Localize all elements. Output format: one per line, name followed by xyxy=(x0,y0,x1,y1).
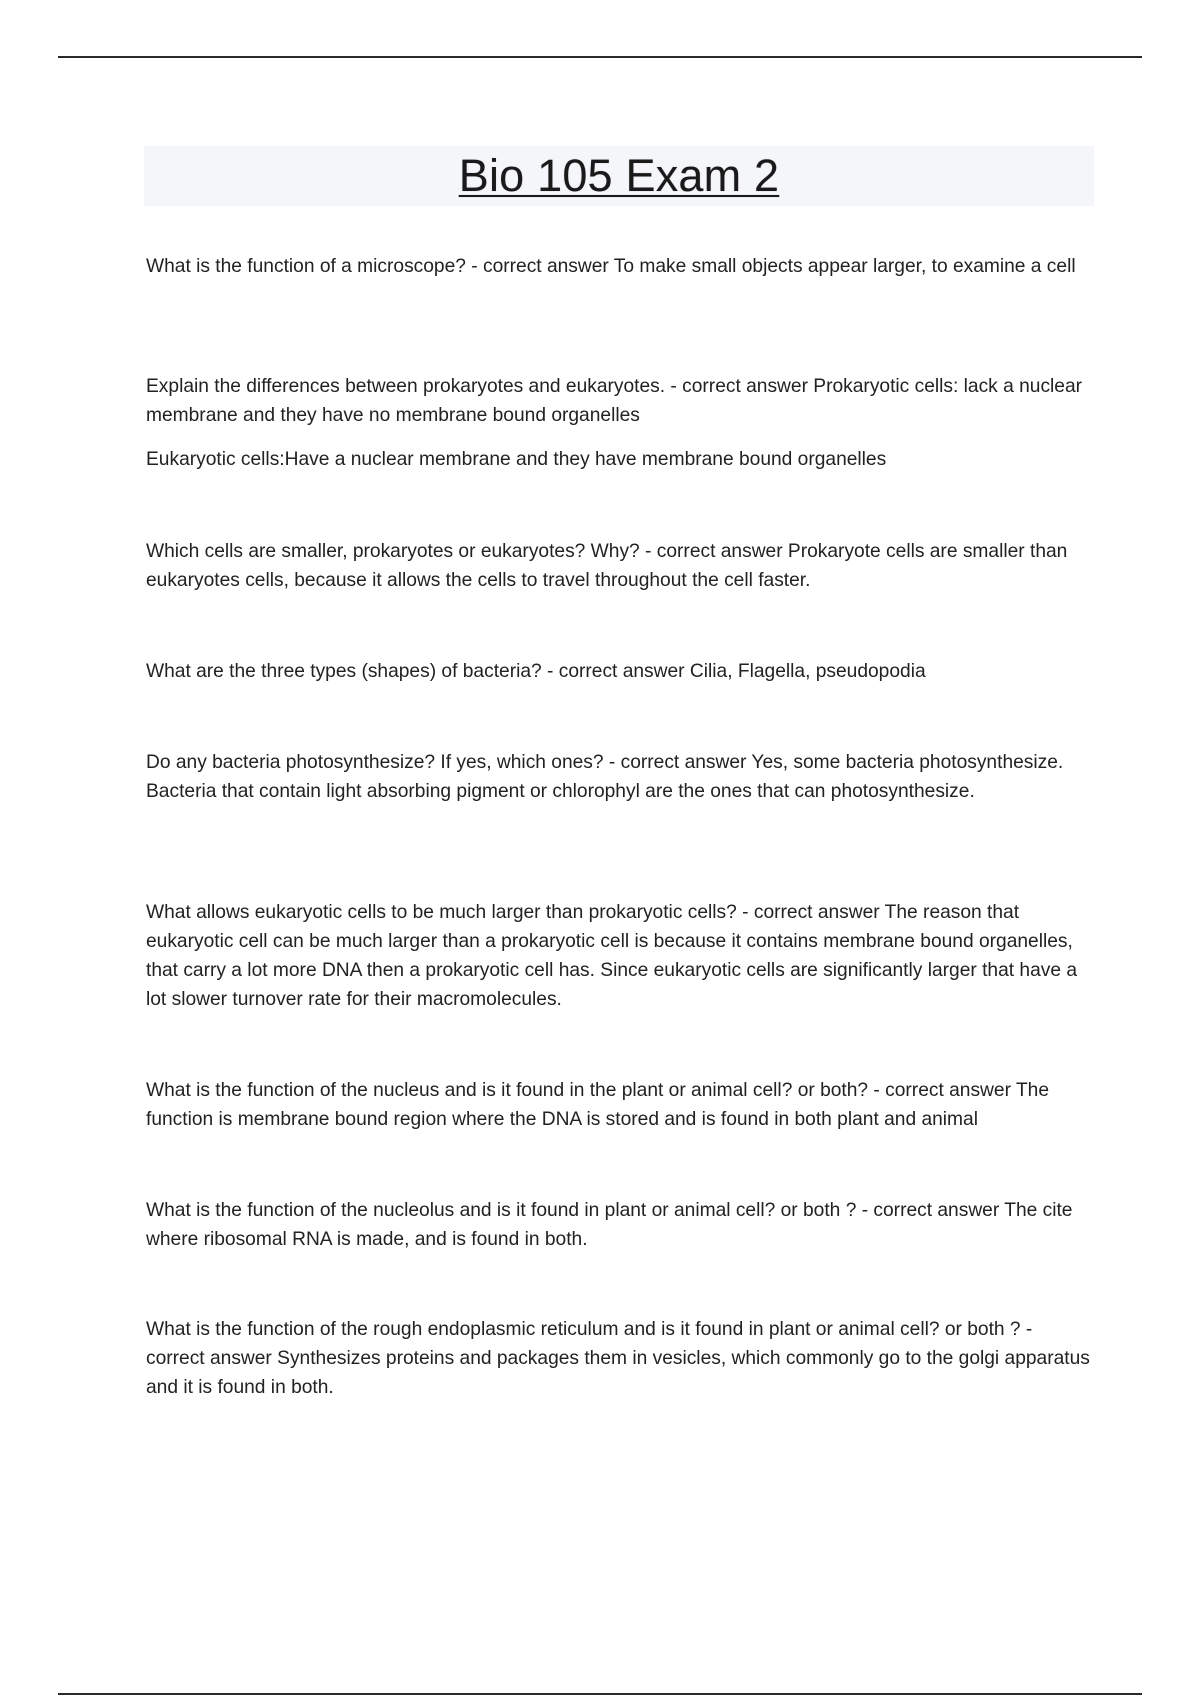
qa-item-nucleus xyxy=(146,1076,1094,1134)
qa-item-bacteria-shapes xyxy=(146,657,1094,686)
qa-text: Explain the differences between prokaryotes and eukaryotes. - correct answer Prokaryotic cells: lack a nuclear membrane and they have no membrane bound organelles xyxy=(146,376,1083,426)
top-divider xyxy=(58,56,1142,58)
qa-text: What are the three types (shapes) of bacteria? - correct answer Cilia, Flagella, pseudopodia xyxy=(146,661,926,682)
qa-item-photosynthesis xyxy=(146,748,1094,806)
qa-text: What is the function of the nucleolus and is it found in plant or animal cell? or both ? - correct answer The cite where ribosomal RNA is made, and is found in both. xyxy=(146,1200,1073,1250)
qa-text: Do any bacteria photosynthesize? If yes, which ones? - correct answer Yes, some bacteria photosynthesize. Bacteria that contain light absorbing pigment or chlorophyl are the ones that can photosynthesize. xyxy=(146,752,1064,802)
qa-text: What allows eukaryotic cells to be much larger than prokaryotic cells? - correct answer The reason that eukaryotic cell can be much larger than a prokaryotic cell is because it contains membrane bound organelles, that carry a lot more DNA then a prokaryotic cell has. Since eukaryotic cells are significantly larger that have a lot slower turnover rate for their macromolecules. xyxy=(146,902,1078,1010)
qa-item-eukaryote-size xyxy=(146,898,1094,1014)
qa-item-microscope xyxy=(146,252,1094,281)
qa-text: What is the function of the rough endoplasmic reticulum and is it found in plant or animal cell? or both ? - correct answer Synthesizes proteins and packages them in vesicles, which commonly go to the golgi apparatus and it is found in both. xyxy=(146,1319,1090,1398)
qa-text: What is the function of the nucleus and is it found in the plant or animal cell? or both? - correct answer The function is membrane bound region where the DNA is stored and is found in both plant and animal xyxy=(146,1080,1050,1130)
qa-text: What is the function of a microscope? - correct answer To make small objects appear larger, to examine a cell xyxy=(146,256,1076,277)
qa-item-rough-er xyxy=(146,1315,1094,1402)
qa-item-prokaryotes-vs-eukaryotes xyxy=(146,372,1094,474)
qa-item-cell-size xyxy=(146,537,1094,595)
title-band xyxy=(144,146,1094,206)
qa-text-continued: Eukaryotic cells:Have a nuclear membrane and they have membrane bound organelles xyxy=(146,449,887,470)
qa-text: Which cells are smaller, prokaryotes or eukaryotes? Why? - correct answer Prokaryote cells are smaller than eukaryotes cells, because it allows the cells to travel throughout the cell faster. xyxy=(146,541,1068,591)
page-title: Bio 105 Exam 2 xyxy=(458,150,780,201)
qa-item-nucleolus xyxy=(146,1196,1094,1254)
bottom-divider xyxy=(58,1693,1142,1695)
